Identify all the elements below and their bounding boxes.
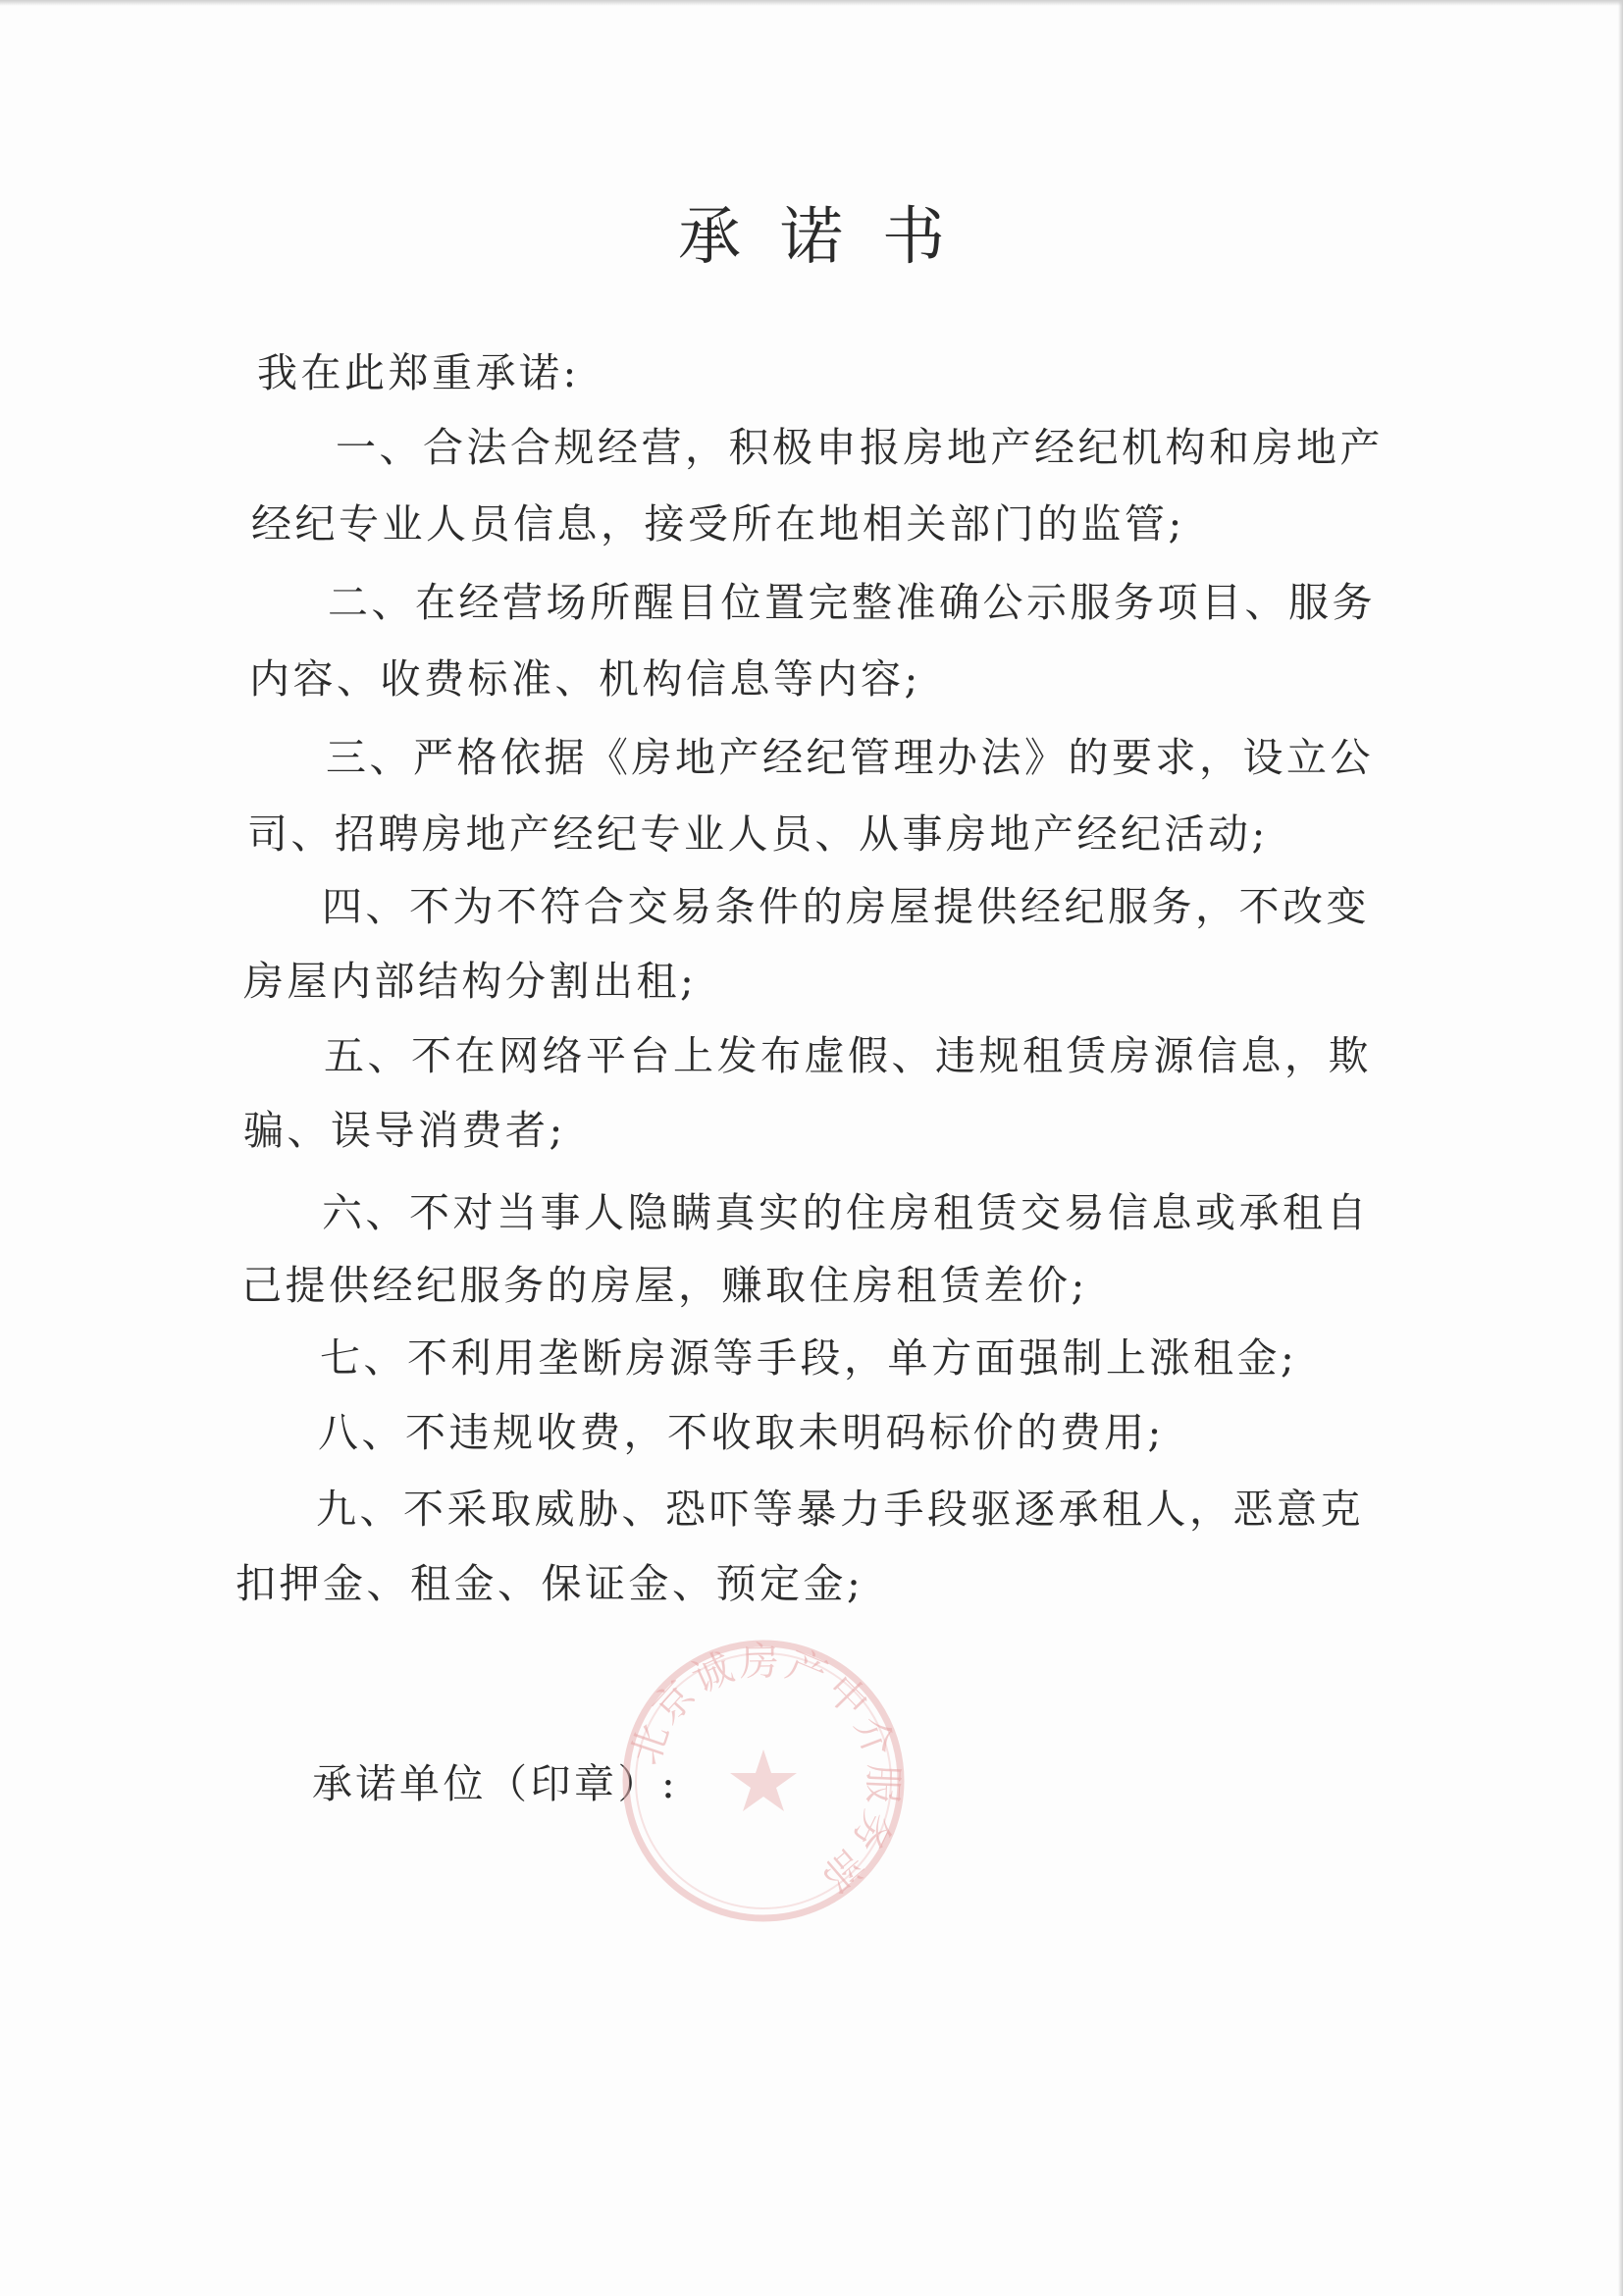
- intro-line: 我在此郑重承诺:: [257, 349, 580, 396]
- seal-text: 北京诚房产中介服务部: [622, 1639, 906, 1903]
- clause-7-line: 七、不利用垄断房源等手段，单方面强制上涨租金;: [320, 1334, 1298, 1382]
- clause-9-line-2: 扣押金、租金、保证金、预定金;: [236, 1560, 864, 1607]
- clause-9-line-1: 九、不采取威胁、恐吓等暴力手段驱逐承租人，恶意克: [316, 1486, 1364, 1533]
- scan-edge-top: [0, 0, 1623, 6]
- signature-label: 承诺单位（印章）:: [312, 1760, 679, 1807]
- clause-5-line-1: 五、不在网络平台上发布虚假、违规租赁房源信息，欺: [324, 1032, 1372, 1079]
- clause-6-line-1: 六、不对当事人隐瞒真实的住房租赁交易信息或承租自: [322, 1189, 1370, 1236]
- seal-star-icon: [730, 1749, 797, 1811]
- scan-edge-right: [1618, 0, 1623, 2296]
- clause-8-line: 八、不违规收费，不收取未明码标价的费用;: [318, 1409, 1165, 1456]
- clause-2-line-2: 内容、收费标准、机构信息等内容;: [249, 655, 921, 703]
- clause-3-line-2: 司、招聘房地产经纪专业人员、从事房地产经纪活动;: [247, 810, 1269, 858]
- clause-1-line-2: 经纪专业人员信息，接受所在地相关部门的监管;: [251, 500, 1185, 548]
- document-title: 承诺书: [678, 201, 984, 274]
- clause-4-line-1: 四、不为不符合交易条件的房屋提供经纪服务，不改变: [322, 883, 1370, 930]
- clause-3-line-1: 三、严格依据《房地产经纪管理办法》的要求，设立公: [326, 734, 1374, 781]
- clause-6-line-2: 己提供经纪服务的房屋，赚取住房租赁差价;: [241, 1262, 1088, 1309]
- company-seal-stamp: [616, 1634, 911, 1928]
- clause-5-line-2: 骗、误导消费者;: [243, 1107, 566, 1154]
- clause-1-line-1: 一、合法合规经营，积极申报房地产经纪机构和房地产: [336, 424, 1384, 471]
- clause-4-line-2: 房屋内部结构分割出租;: [243, 958, 698, 1005]
- clause-2-line-1: 二、在经营场所醒目位置完整准确公示服务项目、服务: [328, 579, 1376, 626]
